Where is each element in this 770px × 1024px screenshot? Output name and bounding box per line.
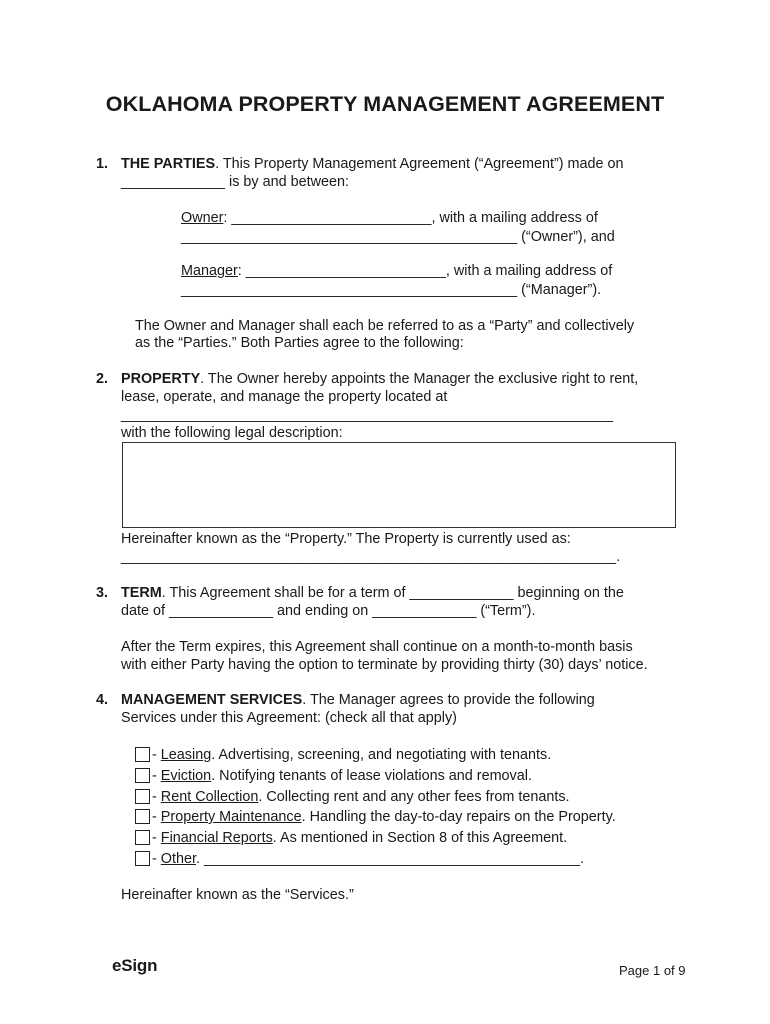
service-label: Financial Reports: [160, 830, 273, 846]
service-desc: . Collecting rent and any other fees from tenants.: [258, 789, 570, 805]
section-heading: TERM: [121, 585, 162, 601]
legal-description-label: with the following legal description:: [121, 425, 343, 441]
service-item-leasing: [152, 746, 551, 764]
service-desc: . Handling the day-to-day repairs on the Property.: [301, 809, 616, 825]
service-desc: . Notifying tenants of lease violations and removal.: [211, 768, 532, 784]
dash: -: [152, 851, 161, 867]
service-desc: . _______________________________________________.: [196, 851, 585, 867]
dash: -: [152, 747, 161, 763]
manager-address-line[interactable]: __________________________________________ (“Manager”).: [181, 282, 602, 298]
section-number: 2.: [96, 371, 109, 387]
section-heading: THE PARTIES: [121, 156, 216, 172]
text: . This Agreement shall be for a term of _____________ beginning on the: [161, 585, 624, 601]
property-use-line[interactable]: ____________________________________________________________.: [121, 549, 621, 565]
service-label: Leasing: [160, 747, 212, 763]
services-line2: Services under this Agreement: (check all that apply): [121, 710, 457, 726]
leasing-checkbox[interactable]: [135, 747, 150, 762]
other-checkbox[interactable]: [135, 851, 150, 866]
date-blank-line[interactable]: _____________ is by and between:: [121, 174, 350, 190]
legal-description-box[interactable]: [122, 442, 676, 528]
dash: -: [152, 789, 161, 805]
page-title: OKLAHOMA PROPERTY MANAGEMENT AGREEMENT: [105, 92, 665, 116]
term-line1[interactable]: [121, 584, 624, 602]
parties-note-line2: as the “Parties.” Both Parties agree to the following:: [135, 335, 464, 351]
section-property-line1: [121, 370, 638, 388]
financial-reports-checkbox[interactable]: [135, 830, 150, 845]
property-use-label: Hereinafter known as the “Property.” The Property is currently used as:: [121, 531, 571, 547]
section-number: 4.: [96, 692, 109, 708]
section-property-line2: lease, operate, and manage the property located at: [121, 389, 448, 405]
dash: -: [152, 830, 161, 846]
service-item-financial-reports: [152, 829, 567, 847]
term-dates-line[interactable]: date of _____________ and ending on _____________ (“Term”).: [121, 603, 536, 619]
section-number: 3.: [96, 585, 109, 601]
service-label: Eviction: [160, 768, 212, 784]
service-desc: . Advertising, screening, and negotiating with tenants.: [211, 747, 552, 763]
page-number: Page 1 of 9: [619, 963, 686, 978]
service-label: Other: [160, 851, 196, 867]
eviction-checkbox[interactable]: [135, 768, 150, 783]
owner-label: Owner: [181, 210, 224, 226]
term-renewal-line1: After the Term expires, this Agreement shall continue on a month-to-month basis: [121, 639, 633, 655]
manager-name-line[interactable]: [181, 262, 612, 280]
service-item-rent-collection: [152, 788, 570, 806]
property-address-line[interactable]: ____________________________________________________________: [121, 407, 614, 423]
dash: -: [152, 768, 161, 784]
term-renewal-line2: with either Party having the option to terminate by providing thirty (30) days’ notice.: [121, 657, 648, 673]
section-number: 1.: [96, 156, 109, 172]
section-parties-line1: [121, 155, 624, 173]
service-item-eviction: [152, 767, 532, 785]
service-label: Rent Collection: [160, 789, 259, 805]
esign-logo: eSign: [112, 956, 158, 975]
section-heading: PROPERTY: [121, 371, 201, 387]
owner-address-line[interactable]: __________________________________________ (“Owner”), and: [181, 229, 615, 245]
text: . The Owner hereby appoints the Manager the exclusive right to rent,: [200, 371, 639, 387]
text: : _________________________, with a mailing address of: [237, 263, 613, 279]
text: . This Property Management Agreement (“Agreement”) made on: [215, 156, 624, 172]
services-line1: [121, 691, 595, 709]
parties-note-line1: The Owner and Manager shall each be referred to as a “Party” and collectively: [135, 318, 635, 334]
service-item-other[interactable]: [152, 850, 584, 868]
owner-name-line[interactable]: [181, 209, 598, 227]
manager-label: Manager: [181, 263, 238, 279]
text: : _________________________, with a mailing address of: [223, 210, 598, 226]
service-label: Property Maintenance: [160, 809, 302, 825]
text: . The Manager agrees to provide the following: [302, 692, 595, 708]
dash: -: [152, 809, 161, 825]
services-closing: Hereinafter known as the “Services.”: [121, 887, 354, 903]
property-maintenance-checkbox[interactable]: [135, 809, 150, 824]
service-item-property-maintenance: [152, 808, 616, 826]
service-desc: . As mentioned in Section 8 of this Agreement.: [272, 830, 568, 846]
rent-collection-checkbox[interactable]: [135, 789, 150, 804]
section-heading: MANAGEMENT SERVICES: [121, 692, 303, 708]
